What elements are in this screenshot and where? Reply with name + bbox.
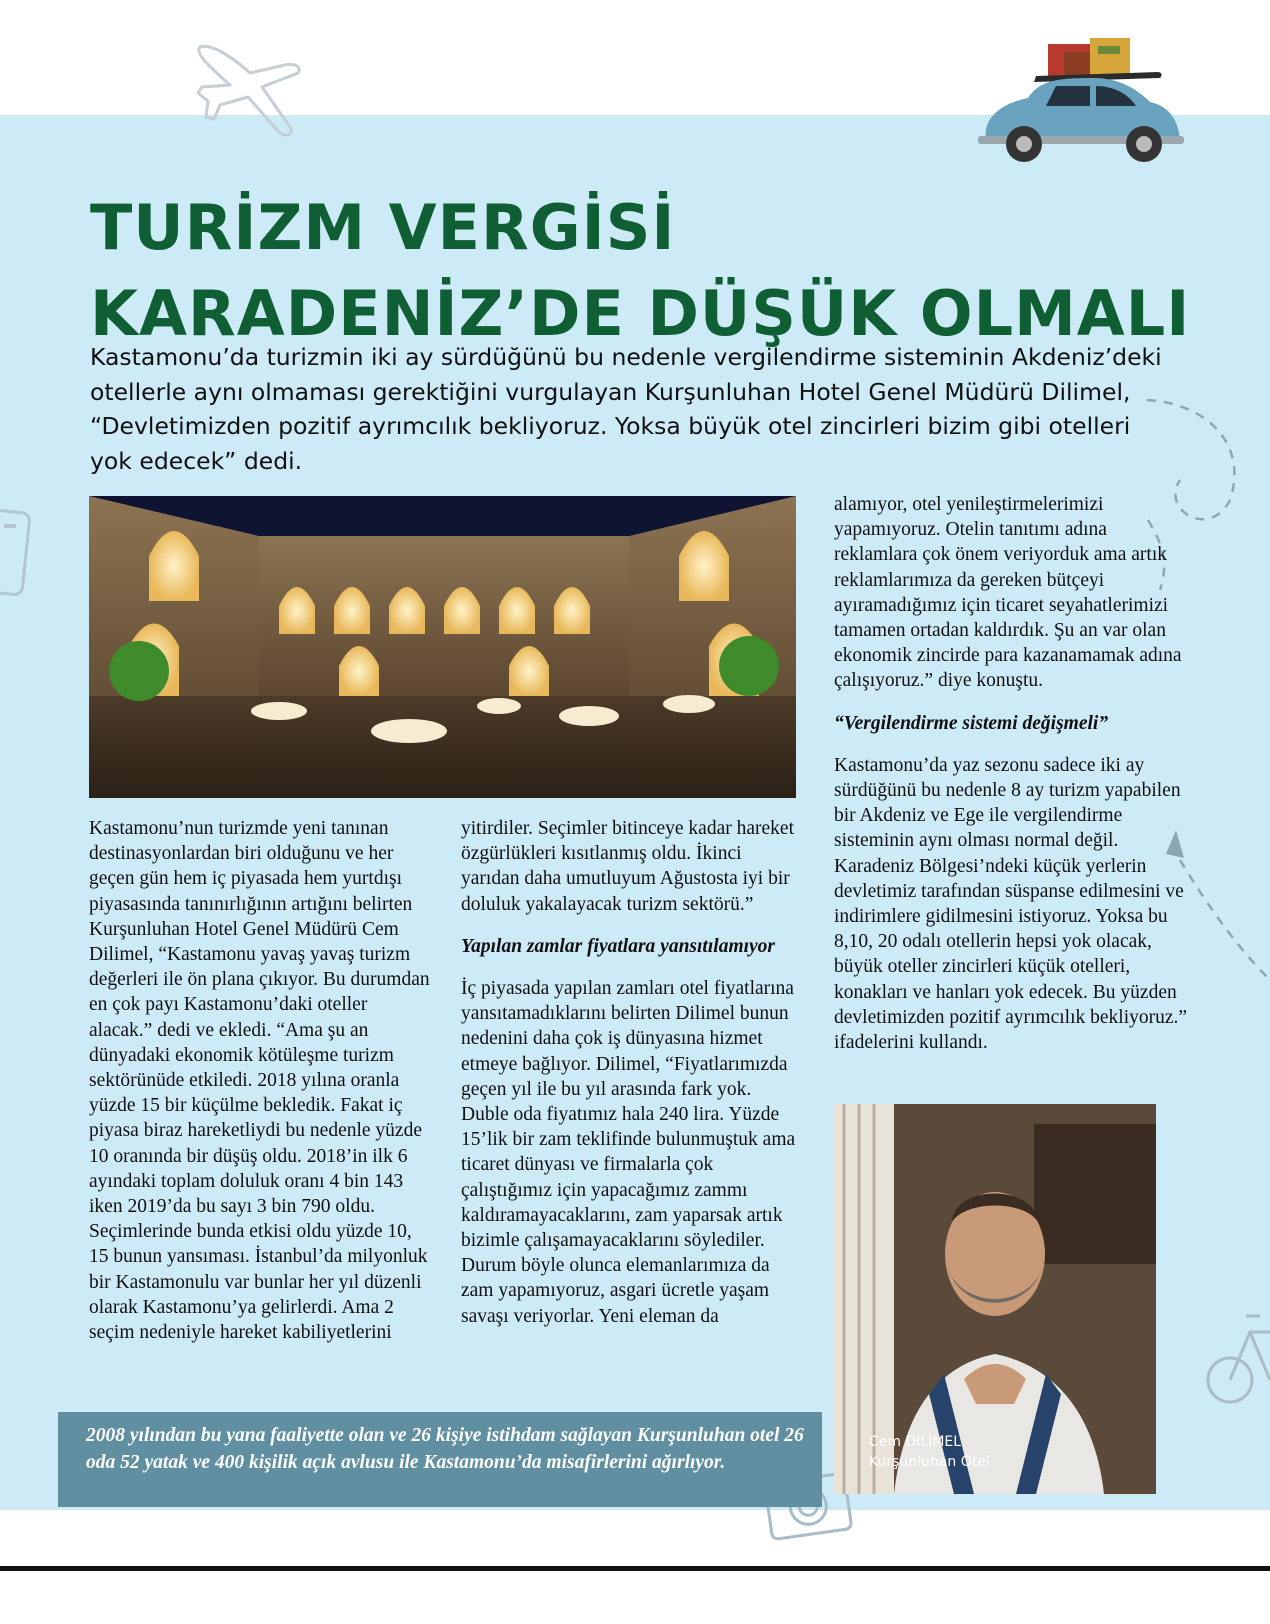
column-2-subheading: Yapılan zamlar fiyatlara yansıtılamıyor xyxy=(461,935,776,957)
phone-icon xyxy=(0,508,32,600)
column-3-paragraph-2: Kastamonu’da yaz sezonu sadece iki ay sürdüğünü bu nedenle 8 ay turizm yapabilen bir Akdeniz ve Ege ile vergilendirme sisteminin aynı olması normal değil. Karadeniz Bölgesi’ndeki küçük yerlerin devletimiz tarafından süspanse edilmesini ve indirimlere gidilmesini istiyoruz. Yoksa bu 8,10, 20 odalı otellerin hepsi yok olacak, büyük oteller zincirleri küçük otelleri, konakları ve hanları yok edecek. Bu yüzden devletimizden pozitif ayrımcılık bekliyoruz.” ifadelerini kullandı. xyxy=(834,754,1188,1054)
vintage-car-icon xyxy=(968,32,1194,170)
column-3-subheading: “Vergilendirme sistemi değişmeli” xyxy=(834,712,1109,734)
column-2-paragraph-2: İç piyasada yapılan zamları otel fiyatlarına yansıtamadıklarını belirten Dilimel bunun nedenini daha çok iş dünyasına hizmet etmeye bağlıyor. Dilimel, “Fiyatlarımızda geçen yıl ile bu yıl arasında fark yok. Duble oda fiyatımız hala 240 lira. Yüzde 15’lik bir zam teklifinde bulunmuştuk ama ticaret dünyası ve firmalarla çok çalıştığımız için yapacağımız zammı kaldıramayacaklarını, zam yaparsak artık bizimle çalışamayacaklarını söylediler. Durum böyle olunca elemanlarımıza da zam yapamıyoruz, asgari ücretle yaşam savaşı veriyorlar. Yeni eleman da xyxy=(461,978,796,1327)
article-title: TURİZM VERGİSİ KARADENİZ’DE DÜŞÜK OLMALI xyxy=(90,191,1191,350)
portrait-photo xyxy=(834,1104,1156,1494)
hotel-courtyard-photo xyxy=(89,496,796,798)
bottom-rule xyxy=(0,1566,1270,1571)
article-column-3 xyxy=(834,492,1194,1055)
article-column-1 xyxy=(89,816,434,1345)
article-lead: Kastamonu’da turizmin iki ay sürdüğünü bu nedenle vergilendirme sisteminin Akdeniz’deki otellerle aynı olmaması gerektiğini vurgulayan Kurşunluhan Hotel Genel Müdürü Dilimel, “Devletimizden pozitif ayrımcılık bekliyoruz. Yoksa büyük otel zincirleri bizim gibi otelleri yok edecek” dedi. xyxy=(90,343,1162,475)
portrait-name-caption xyxy=(869,1432,990,1472)
photo-caption: 2008 yılından bu yana faaliyette olan ve 26 kişiye istihdam sağlayan Kurşunluhan otel 26 oda 52 yatak ve 400 kişilik açık avlusu ile Kastamonu’da misafirlerini ağırlıyor. xyxy=(86,1425,804,1473)
portrait-organization: Kurşunluhan Otel xyxy=(869,1454,990,1470)
bicycle-icon xyxy=(1200,1302,1270,1412)
column-2-paragraph-1: yitirdiler. Seçimler bitinceye kadar hareket özgürlükleri kısıtlanmış oldu. İkinci yarıdan daha umutluyum Ağustosta iyi bir doluluk yakalayacak turizm sektörü.” xyxy=(461,818,794,915)
column-3-paragraph-1: alamıyor, otel yenileştirmelerimizi yapamıyoruz. Otelin tanıtımı adına reklamlara çok önem veriyorduk ama artık reklamlarımıza da gereken bütçeyi ayıramadığımız için ticaret seyahatlerimizi tamamen ortadan kaldırdık. Şu an var olan ekonomik zincirde para kazanamamak adına çalışıyoruz.” diye konuştu. xyxy=(834,494,1182,692)
portrait-name: Cem DİLİMEL xyxy=(869,1434,962,1450)
photo-caption-box xyxy=(58,1412,822,1507)
column-1-paragraph: Kastamonu’nun turizmde yeni tanınan destinasyonlardan biri olduğunu ve her geçen gün hem iç piyasada hem yurtdışı piyasasında tanınırlığının artığını belirten Kurşunluhan Hotel Genel Müdürü Cem Dilimel, “Kastamonu yavaş yavaş turizm değerleri ile ön plana çıkıyor. Bu durumdan en çok payı Kastamonu’daki oteller alacak.” dedi ve ekledi. “Ama şu an dünyadaki ekonomik kötüleşme turizm sektörünüde etkiledi. 2018 yılına oranla yüzde 15 bir küçülme bekledik. Fakat iç piyasa biraz hareketliydi bu nedenle yüzde 10 oranında bir düşüş oldu. 2018’in ilk 6 ayındaki toplam doluluk oranı 4 bin 143 iken 2019’da bu sayı 3 bin 790 oldu. Seçimlerinde bunda etkisi oldu yüzde 10, 15 bunun yansıması. İstanbul’da milyonluk bir Kastamonulu var bunlar her yıl düzenli olarak Kastamonu’ya gelirlerdi. Ama 2 seçim nedeniyle hareket kabiliyetlerini xyxy=(89,818,430,1344)
airplane-icon xyxy=(190,35,330,145)
article-column-2 xyxy=(461,816,801,1329)
